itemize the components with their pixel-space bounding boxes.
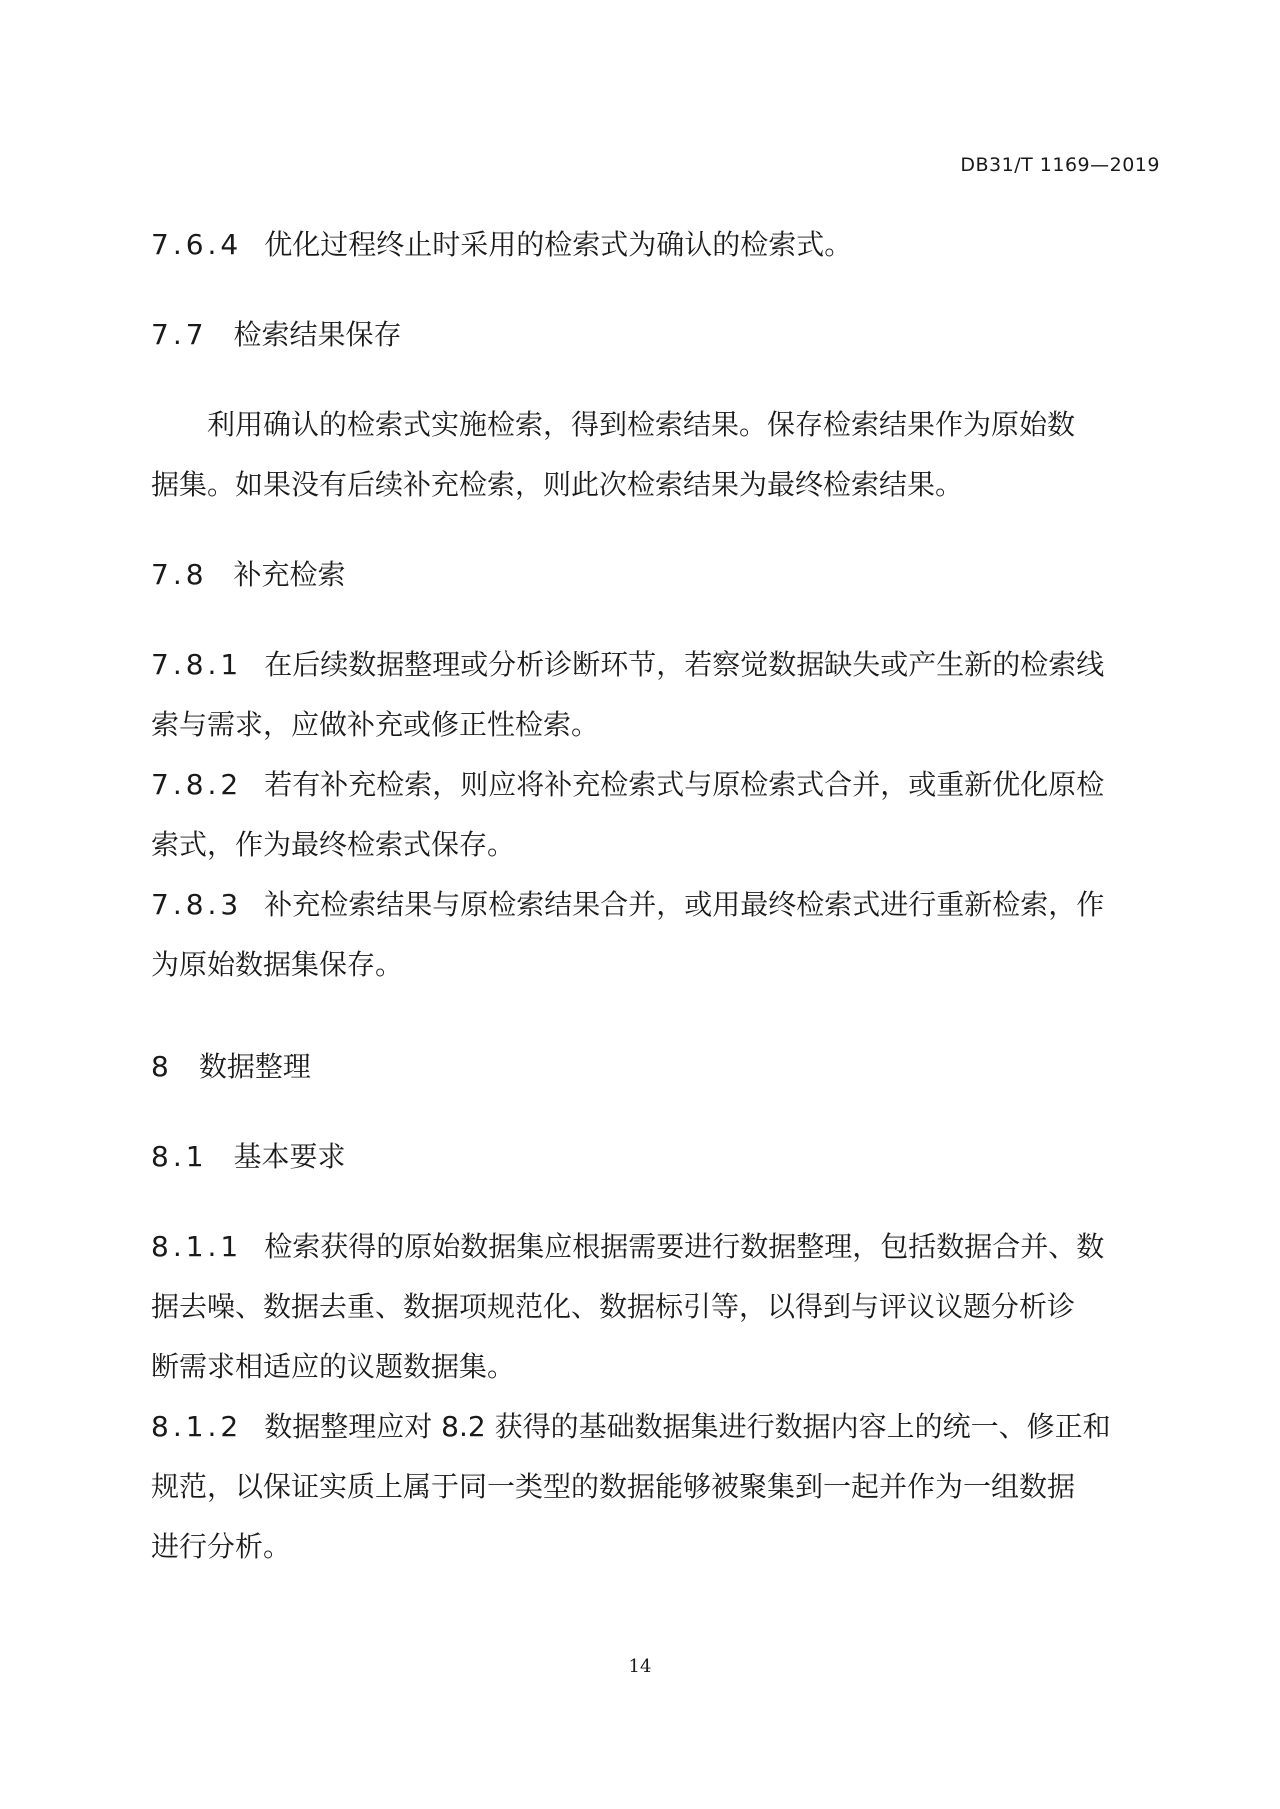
section-title: 检索结果保存 [233, 318, 402, 351]
clause-8-1-1 [151, 1217, 1155, 1277]
section-heading-7-7 [151, 305, 1155, 365]
section-title: 基本要求 [233, 1140, 346, 1173]
paragraph-line: 利用确认的检索式实施检索，得到检索结果。保存检索结果作为原始数 [207, 408, 1076, 441]
clause-number: 7.6.4 [151, 228, 243, 261]
section-number: 7.8 [151, 558, 208, 591]
chapter-heading-8 [151, 1037, 1155, 1097]
chapter-number: 8 [151, 1050, 173, 1083]
clause-number: 7.8.1 [151, 648, 243, 681]
clause-number: 8.1.2 [151, 1410, 243, 1443]
clause-continuation: 索式，作为最终检索式保存。 [151, 828, 516, 861]
page-number: 14 [628, 1656, 652, 1677]
clause-7-8-1 [151, 635, 1155, 695]
clause-text: 在后续数据整理或分析诊断环节，若察觉数据缺失或产生新的检索线 [264, 648, 1105, 681]
clause-number: 7.8.2 [151, 768, 243, 801]
clause-text: 检索获得的原始数据集应根据需要进行数据整理，包括数据合并、数 [264, 1230, 1105, 1263]
clause-text: 优化过程终止时采用的检索式为确认的检索式。 [264, 228, 853, 261]
clause-continuation: 断需求相适应的议题数据集。 [151, 1350, 516, 1383]
clause-7-6-4 [151, 215, 1155, 275]
section-number: 7.7 [151, 318, 208, 351]
section-heading-7-8 [151, 545, 1155, 605]
clause-continuation: 据去噪、数据去重、数据项规范化、数据标引等，以得到与评议议题分析诊 [151, 1290, 1076, 1323]
clause-continuation: 为原始数据集保存。 [151, 948, 404, 981]
clause-continuation: 索与需求，应做补充或修正性检索。 [151, 708, 600, 741]
paragraph-line: 据集。如果没有后续补充检索，则此次检索结果为最终检索结果。 [151, 468, 964, 501]
chapter-title: 数据整理 [198, 1050, 311, 1083]
document-code: DB31/T 1169—2019 [960, 154, 1160, 176]
section-heading-8-1 [151, 1127, 1155, 1187]
clause-continuation: 进行分析。 [151, 1530, 292, 1563]
clause-number: 7.8.3 [151, 888, 243, 921]
clause-7-8-3 [151, 875, 1155, 935]
clause-text: 若有补充检索，则应将补充检索式与原检索式合并，或重新优化原检 [264, 768, 1105, 801]
clause-8-1-2 [151, 1397, 1155, 1457]
clause-number: 8.1.1 [151, 1230, 243, 1263]
clause-text: 数据整理应对 8.2 获得的基础数据集进行数据内容上的统一、修正和 [264, 1410, 1111, 1443]
section-title: 补充检索 [233, 558, 346, 591]
section-number: 8.1 [151, 1140, 208, 1173]
clause-continuation: 规范，以保证实质上属于同一类型的数据能够被聚集到一起并作为一组数据 [151, 1470, 1076, 1503]
page-content [151, 215, 1155, 1577]
clause-text: 补充检索结果与原检索结果合并，或用最终检索式进行重新检索，作 [264, 888, 1105, 921]
clause-7-8-2 [151, 755, 1155, 815]
